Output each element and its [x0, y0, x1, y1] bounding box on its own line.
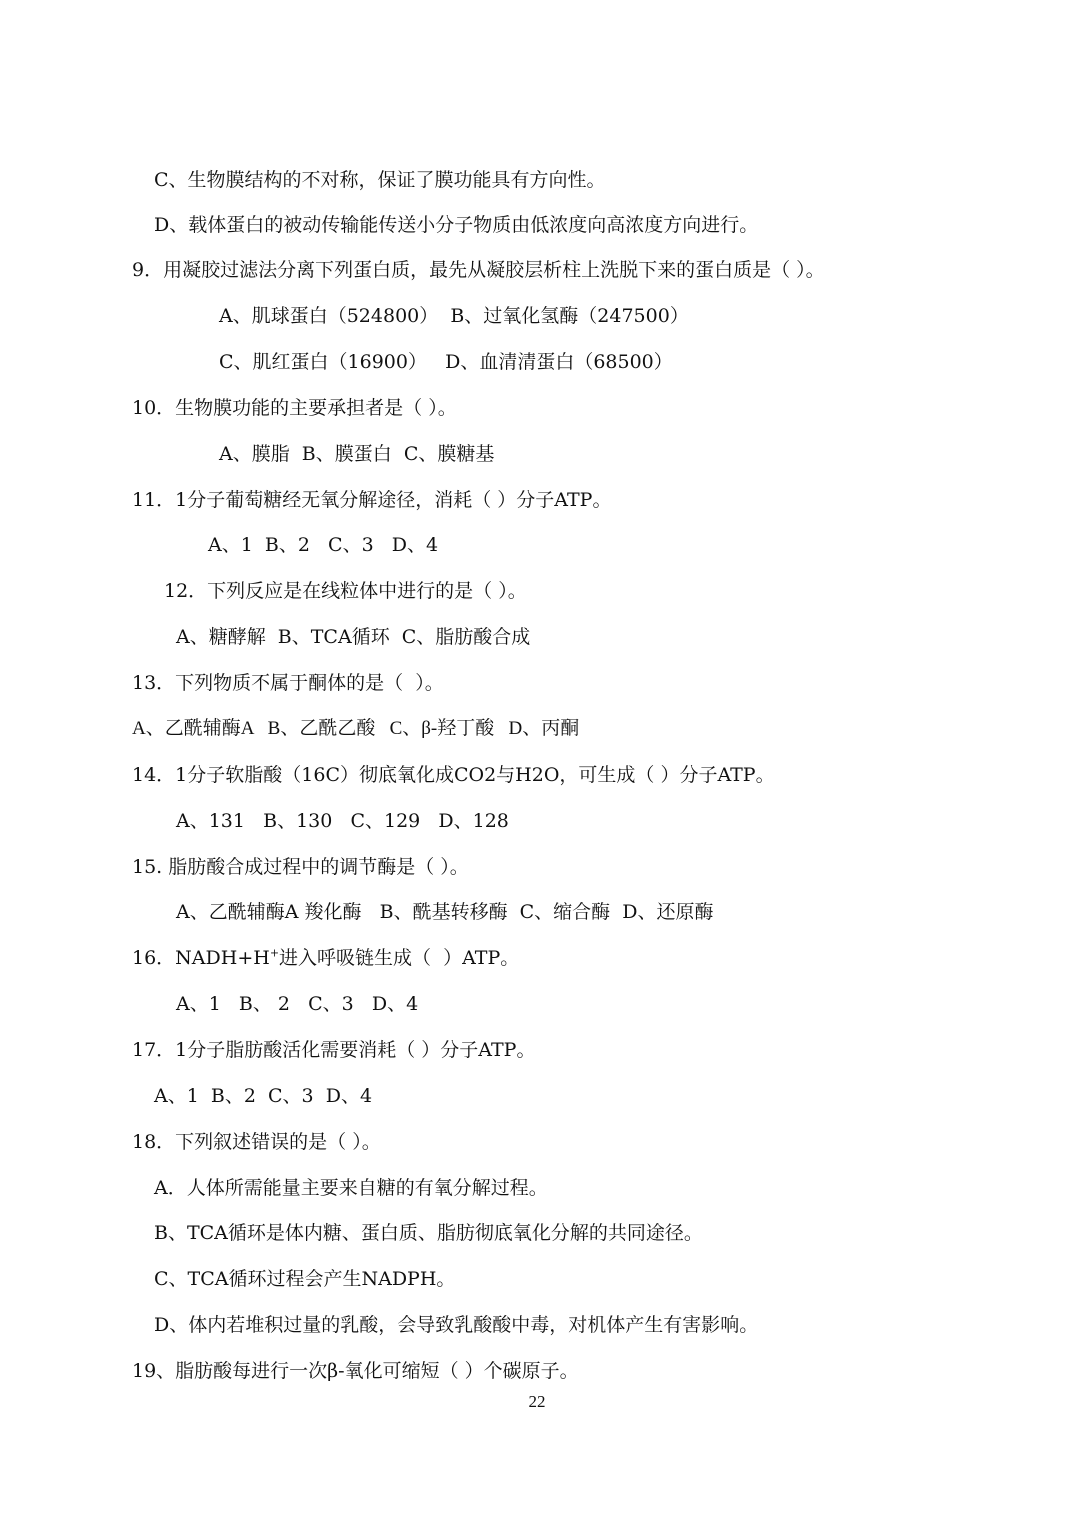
text-line-7: A、膜脂 B、膜蛋白 C、膜糖基: [219, 443, 495, 465]
question-16: [132, 946, 519, 970]
text-line-5: C、肌红蛋白（16900） D、血清清蛋白（68500）: [219, 351, 673, 373]
text-line-8: 11．1分子葡萄糖经无氧分解途径，消耗（ ）分子ATP。: [132, 489, 612, 511]
text-line-10: 12．下列反应是在线粒体中进行的是（ ）。: [164, 580, 527, 602]
text-line-17: A、乙酰辅酶A 羧化酶 B、酰基转移酶 C、缩合酶 D、还原酶: [176, 901, 714, 923]
text-line-26: D、体内若堆积过量的乳酸，会导致乳酸酸中毒，对机体产生有害影响。: [154, 1314, 759, 1336]
text-line-12: 13．下列物质不属于酮体的是（ ）。: [132, 672, 444, 694]
text-line-4: A、肌球蛋白（524800） B、过氧化氢酶（247500）: [219, 305, 689, 327]
text-line-6: 10．生物膜功能的主要承担者是（ ）。: [132, 397, 457, 419]
text-line-1: C、生物膜结构的不对称，保证了膜功能具有方向性。: [154, 169, 606, 191]
page-number: 22: [528, 1392, 546, 1411]
text-line-13: A、乙酰辅酶A B、乙酰乙酸 C、β-羟丁酸 D、丙酮: [132, 718, 580, 739]
text-line-14: 14．1分子软脂酸（16C）彻底氧化成CO2与H2O，可生成（ ）分子ATP。: [132, 764, 775, 786]
text-line-3: 9．用凝胶过滤法分离下列蛋白质，最先从凝胶层析柱上洗脱下来的蛋白质是（ ）。: [132, 259, 825, 281]
text-line-11: A、糖酵解 B、TCA循环 C、脂肪酸合成: [176, 626, 531, 648]
text-line-27: 19、脂肪酸每进行一次β-氧化可缩短（ ）个碳原子。: [132, 1360, 579, 1382]
text-line-25: C、TCA循环过程会产生NADPH。: [154, 1268, 456, 1290]
question-16-suffix: 进入呼吸链生成（ ）ATP。: [279, 947, 520, 969]
text-line-22: 18．下列叙述错误的是（ ）。: [132, 1131, 381, 1153]
text-line-15: A、131 B、130 C、129 D、128: [176, 810, 509, 832]
text-line-16: 15. 脂肪酸合成过程中的调节酶是（ ）。: [132, 856, 469, 878]
text-line-19: A、1 B、 2 C、3 D、4: [176, 993, 419, 1015]
text-line-20: 17．1分子脂肪酸活化需要消耗（ ）分子ATP。: [132, 1039, 536, 1061]
text-line-2: D、载体蛋白的被动传输能传送小分子物质由低浓度向高浓度方向进行。: [154, 214, 759, 236]
text-line-23: A．人体所需能量主要来自糖的有氧分解过程。: [154, 1177, 548, 1199]
text-line-9: A、1 B、2 C、3 D、4: [208, 534, 439, 556]
text-line-24: B、TCA循环是体内糖、蛋白质、脂肪彻底氧化分解的共同途径。: [154, 1222, 703, 1244]
text-line-21: A、1 B、2 C、3 D、4: [154, 1085, 373, 1107]
superscript-plus: +: [269, 946, 280, 960]
question-16-prefix: 16．NADH+H: [132, 947, 270, 969]
